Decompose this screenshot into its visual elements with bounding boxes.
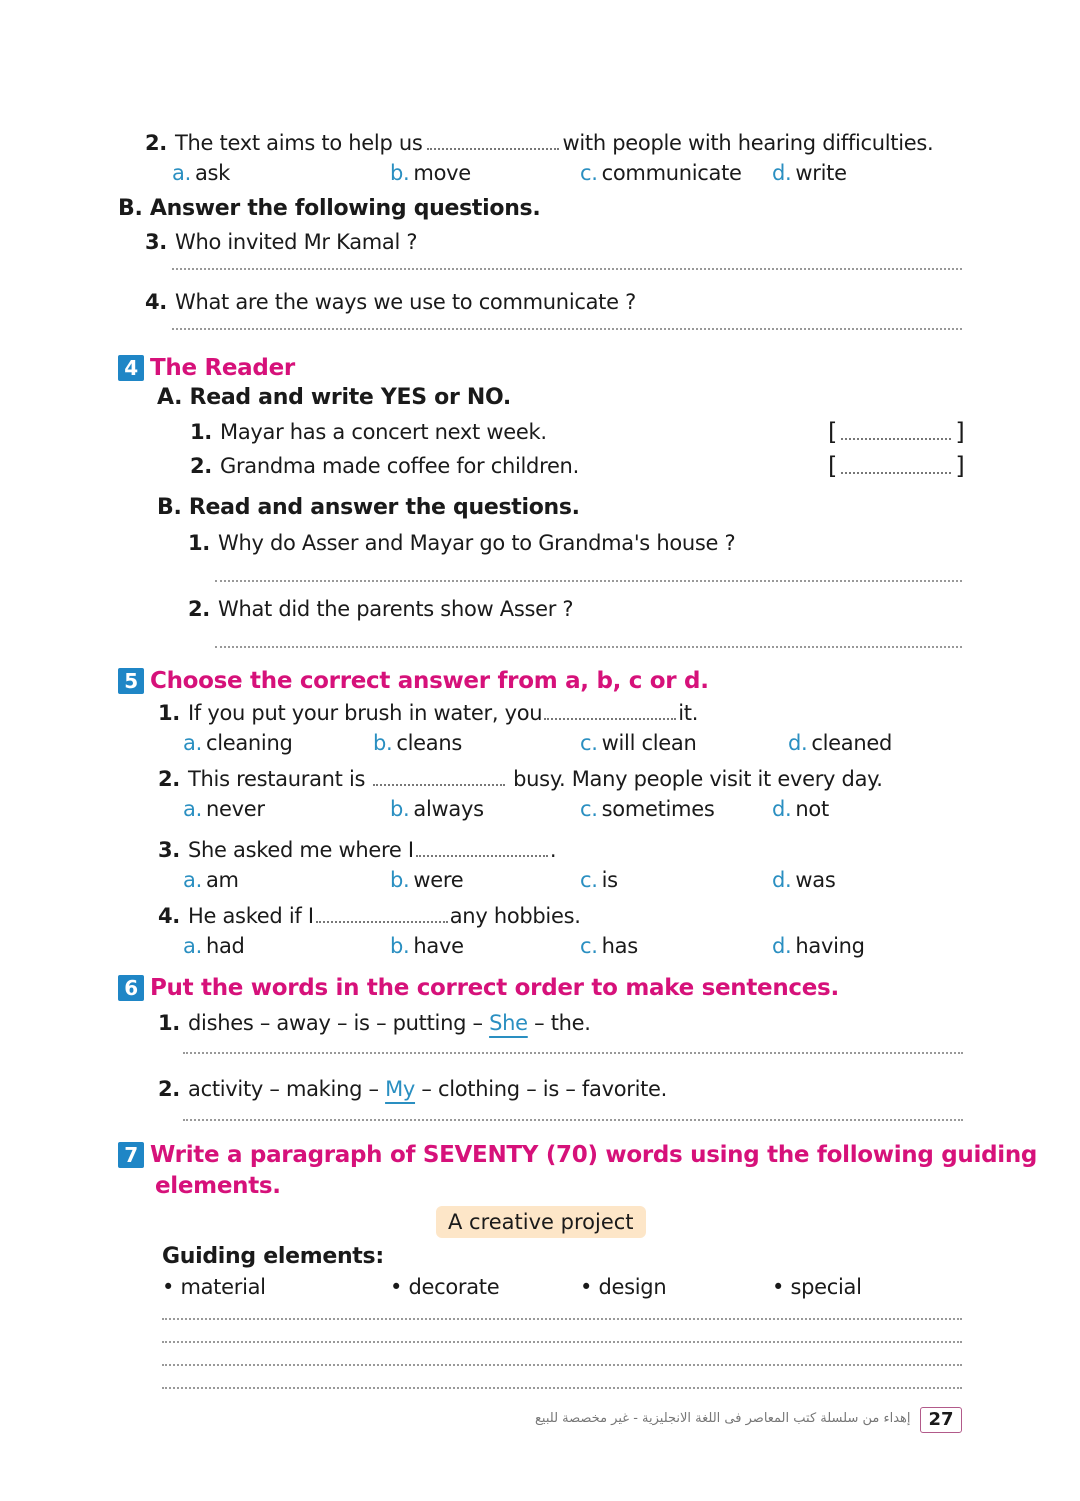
option-letter: c. — [580, 161, 598, 185]
word-list-before: dishes – away – is – putting – — [188, 1011, 490, 1035]
option-letter: a. — [183, 868, 202, 892]
option-c[interactable] — [580, 868, 618, 892]
reader-question-2 — [188, 597, 573, 621]
option-letter: a. — [183, 731, 202, 755]
writing-line[interactable] — [162, 1341, 962, 1343]
question-number: 1. — [158, 701, 180, 725]
option-d[interactable] — [772, 797, 829, 821]
question-2 — [145, 131, 933, 155]
option-b[interactable] — [390, 797, 484, 821]
option-letter: d. — [772, 868, 792, 892]
option-a[interactable] — [183, 731, 293, 755]
answer-line[interactable] — [215, 580, 962, 582]
option-letter: c. — [580, 731, 598, 755]
option-text: cleans — [396, 731, 463, 755]
option-b[interactable] — [373, 731, 462, 755]
yes-no-item-1 — [190, 420, 547, 444]
question-text-before: This restaurant is — [188, 767, 366, 791]
section-number-badge: 7 — [118, 1142, 144, 1168]
bracket-open: [ — [828, 418, 838, 446]
question-text-before: He asked if I — [188, 904, 314, 928]
option-letter: b. — [390, 868, 410, 892]
guiding-element: • design — [580, 1275, 667, 1299]
option-c[interactable] — [580, 934, 638, 958]
answer-blank[interactable] — [427, 144, 559, 150]
answer-bracket[interactable] — [828, 452, 965, 480]
option-a[interactable] — [183, 934, 245, 958]
option-text: having — [795, 934, 865, 958]
word-list-before: activity – making – — [188, 1077, 386, 1101]
option-letter: d. — [772, 161, 792, 185]
page-number: 27 — [920, 1407, 962, 1433]
option-letter: b. — [390, 797, 410, 821]
mcq-3 — [158, 838, 556, 862]
item-number: 2. — [190, 454, 212, 478]
option-letter: c. — [580, 868, 598, 892]
question-text-after: busy. Many people visit it every day. — [513, 767, 883, 791]
option-text: communicate — [601, 161, 742, 185]
option-letter: d. — [772, 934, 792, 958]
section-title: The Reader — [150, 355, 295, 381]
answer-blank[interactable] — [841, 464, 951, 474]
guiding-elements-label: Guiding elements: — [162, 1244, 384, 1269]
word-list-after: – the. — [527, 1011, 591, 1035]
option-letter: a. — [172, 161, 191, 185]
part-b-heading: B. Read and answer the questions. — [157, 495, 580, 520]
guiding-element: • special — [772, 1275, 862, 1299]
section-title: Write a paragraph of SEVENTY (70) words using the following guiding — [150, 1142, 1038, 1168]
answer-bracket[interactable] — [828, 418, 965, 446]
section-4-heading — [118, 355, 295, 381]
option-text: always — [413, 797, 484, 821]
guiding-element: • decorate — [390, 1275, 500, 1299]
answer-line[interactable] — [215, 646, 962, 648]
question-text: Who invited Mr Kamal ? — [175, 230, 418, 254]
option-text: have — [413, 934, 464, 958]
highlighted-word: She — [489, 1011, 528, 1035]
option-letter: c. — [580, 797, 598, 821]
bracket-close: ] — [955, 452, 965, 480]
answer-line[interactable] — [183, 1052, 963, 1054]
question-text: Why do Asser and Mayar go to Grandma's house ? — [218, 531, 736, 555]
option-letter: b. — [390, 161, 410, 185]
guiding-element: • material — [162, 1275, 266, 1299]
question-number: 2. — [188, 597, 210, 621]
option-text: not — [795, 797, 829, 821]
option-text: has — [601, 934, 638, 958]
option-text: were — [413, 868, 464, 892]
option-b[interactable] — [390, 934, 464, 958]
option-letter: a. — [183, 934, 202, 958]
question-text-before: If you put your brush in water, you — [188, 701, 543, 725]
question-text-before: The text aims to help us — [175, 131, 423, 155]
section-6-heading — [118, 975, 839, 1001]
question-number: 3. — [158, 838, 180, 862]
answer-blank[interactable] — [416, 851, 548, 857]
reader-question-1 — [188, 531, 735, 555]
question-text-after: any hobbies. — [449, 904, 581, 928]
section-7-heading-line2: elements. — [155, 1173, 281, 1199]
item-text: Mayar has a concert next week. — [220, 420, 547, 444]
option-text: was — [795, 868, 836, 892]
option-a[interactable] — [183, 797, 265, 821]
question-3 — [145, 230, 417, 254]
question-number: 2. — [145, 131, 167, 155]
question-number: 2. — [158, 767, 180, 791]
option-letter: c. — [580, 934, 598, 958]
option-text: sometimes — [601, 797, 715, 821]
option-a[interactable] — [172, 161, 230, 185]
question-text: What did the parents show Asser ? — [218, 597, 574, 621]
section-5-heading — [118, 668, 709, 694]
option-a[interactable] — [183, 868, 239, 892]
word-list-after: – clothing – is – favorite. — [415, 1077, 668, 1101]
option-c[interactable] — [580, 161, 742, 185]
option-c[interactable] — [580, 797, 714, 821]
reorder-item-1 — [158, 1011, 591, 1035]
option-text: had — [205, 934, 245, 958]
option-text: ask — [194, 161, 231, 185]
question-number: 4. — [145, 290, 167, 314]
question-text: What are the ways we use to communicate ? — [175, 290, 636, 314]
option-c[interactable] — [580, 731, 696, 755]
writing-line[interactable] — [162, 1387, 962, 1389]
option-letter: d. — [788, 731, 808, 755]
answer-line[interactable] — [172, 268, 962, 270]
option-d[interactable] — [788, 731, 892, 755]
section-7-heading — [118, 1142, 1037, 1168]
option-b[interactable] — [390, 868, 463, 892]
highlighted-word: My — [385, 1077, 416, 1101]
question-4 — [145, 290, 636, 314]
reorder-item-2 — [158, 1077, 667, 1101]
part-a-heading: A. Read and write YES or NO. — [157, 385, 511, 410]
writing-line[interactable] — [162, 1364, 962, 1366]
mcq-1 — [158, 701, 698, 725]
question-text-after: with people with hearing difficulties. — [562, 131, 934, 155]
option-letter: d. — [772, 797, 792, 821]
option-letter: b. — [390, 934, 410, 958]
option-text: cleaned — [811, 731, 893, 755]
option-letter: a. — [183, 797, 202, 821]
mcq-4 — [158, 904, 581, 928]
section-number-badge: 5 — [118, 668, 144, 694]
item-number: 2. — [158, 1077, 180, 1101]
section-title: Put the words in the correct order to make sentences. — [150, 975, 839, 1001]
item-number: 1. — [190, 420, 212, 444]
option-text: is — [601, 868, 618, 892]
section-number-badge: 4 — [118, 355, 144, 381]
item-number: 1. — [158, 1011, 180, 1035]
question-text-after: . — [549, 838, 557, 862]
answer-blank[interactable] — [544, 714, 676, 720]
answer-blank[interactable] — [373, 780, 505, 786]
topic-label: A creative project — [436, 1206, 646, 1238]
question-number: 1. — [188, 531, 210, 555]
option-d[interactable] — [772, 868, 836, 892]
question-number: 4. — [158, 904, 180, 928]
answer-blank[interactable] — [841, 430, 951, 440]
question-text-after: it. — [678, 701, 699, 725]
option-letter: b. — [373, 731, 393, 755]
footer-text: إهداء من سلسلة كتب المعاصر فى اللغة الانجليزية - غير مخصصة للبيع — [535, 1411, 911, 1426]
question-text-before: She asked me where I — [188, 838, 414, 862]
answer-line[interactable] — [172, 328, 962, 330]
option-text: am — [205, 868, 239, 892]
option-b[interactable] — [390, 161, 471, 185]
question-number: 3. — [145, 230, 167, 254]
option-d[interactable] — [772, 161, 847, 185]
bracket-open: [ — [828, 452, 838, 480]
answer-blank[interactable] — [316, 917, 448, 923]
bracket-close: ] — [955, 418, 965, 446]
section-number-badge: 6 — [118, 975, 144, 1001]
option-text: cleaning — [205, 731, 293, 755]
mcq-2 — [158, 767, 883, 791]
option-text: will clean — [601, 731, 697, 755]
section-title: Choose the correct answer from a, b, c or d. — [150, 668, 709, 694]
option-text: never — [205, 797, 265, 821]
yes-no-item-2 — [190, 454, 579, 478]
answer-line[interactable] — [183, 1119, 963, 1121]
part-b-heading: B. Answer the following questions. — [118, 196, 541, 221]
option-text: write — [795, 161, 847, 185]
writing-line[interactable] — [162, 1318, 962, 1320]
option-d[interactable] — [772, 934, 865, 958]
item-text: Grandma made coffee for children. — [220, 454, 579, 478]
option-text: move — [413, 161, 471, 185]
